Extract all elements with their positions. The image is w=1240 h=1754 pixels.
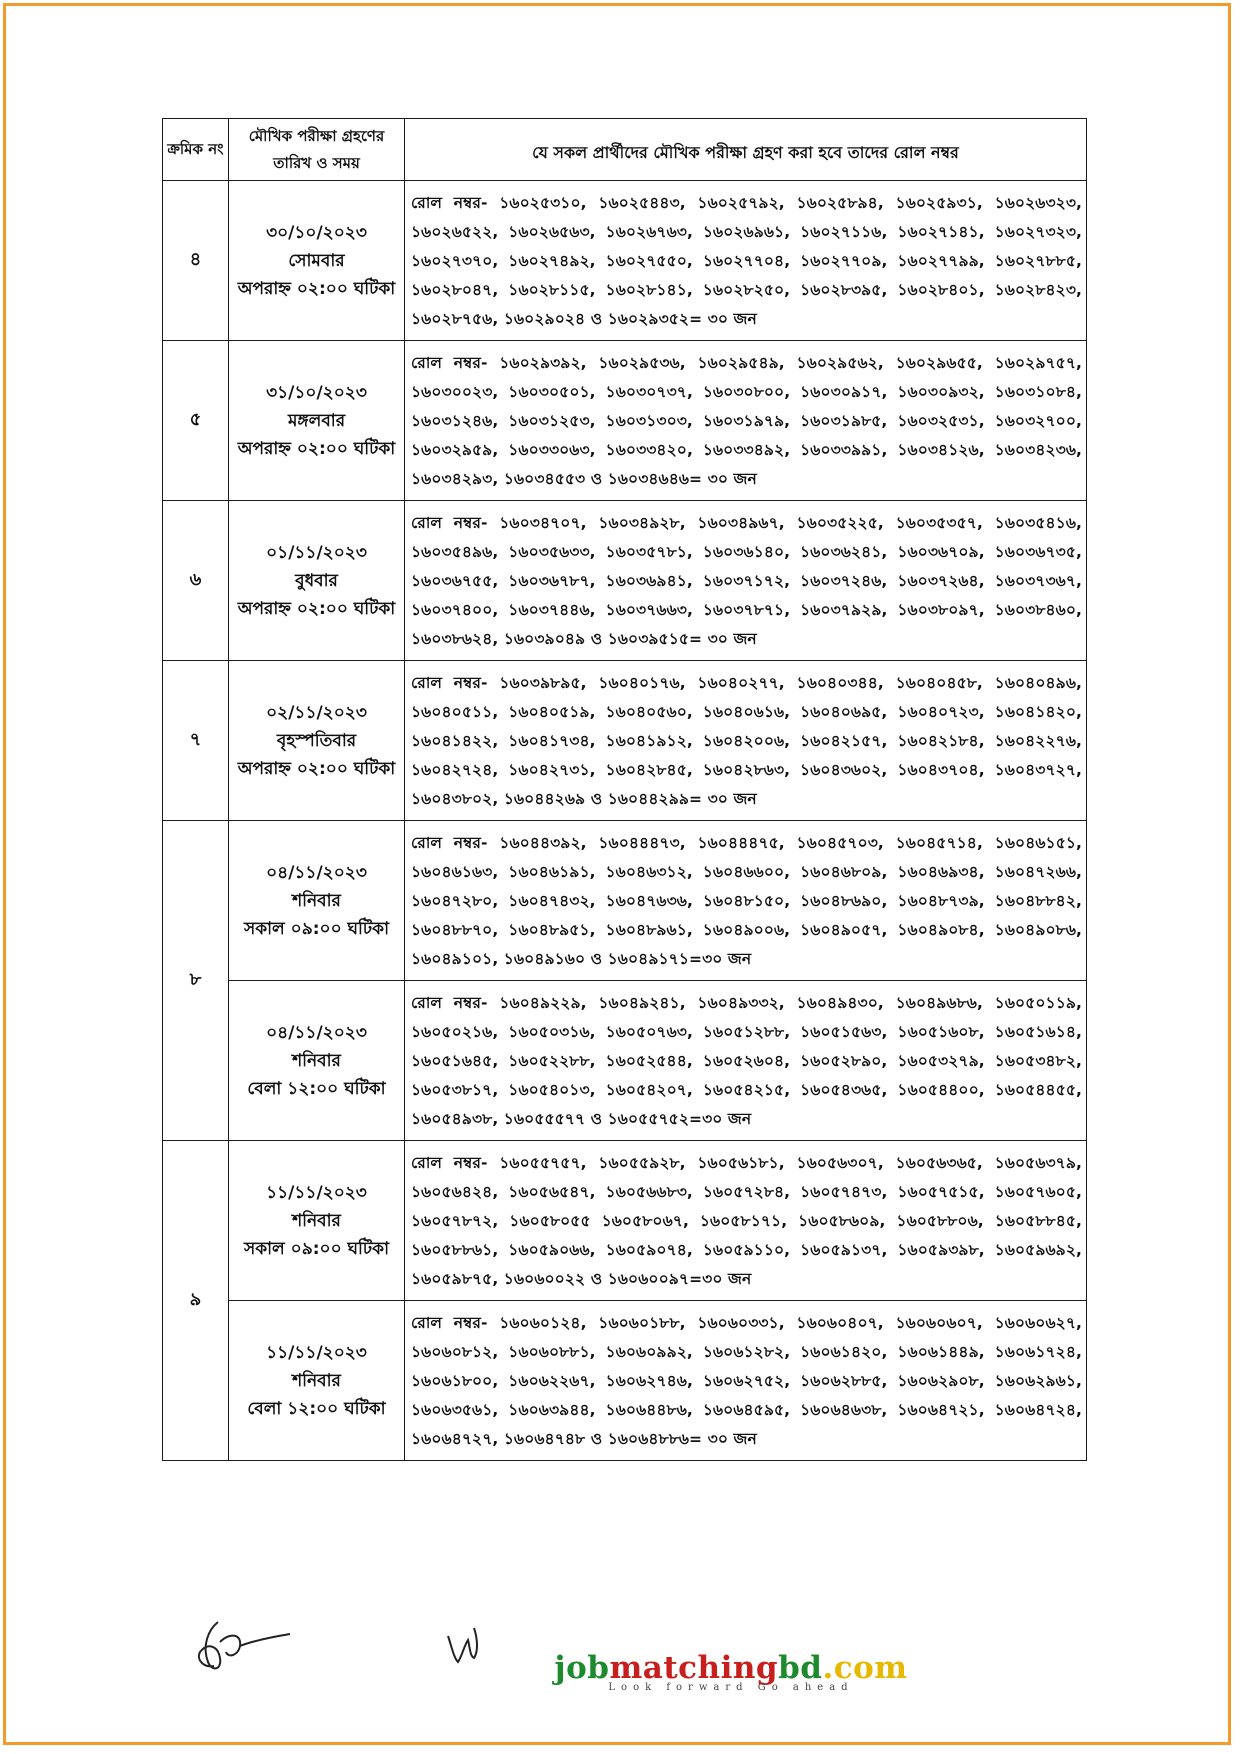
roll-numbers-list: রোল নম্বর- ১৬০৬০১২৪, ১৬০৬০১৮৮, ১৬০৬০৩৩১, ১৬০৬০৪০৭, ১৬০৬০৬০৭, ১৬০৬০৬২৭, ১৬০৬০৮১২, ১৬০৬০৮৮১, ১৬০৬০৯৯২, ১৬০৬১২৮২, ১৬০৬১৪২০, ১৬০৬১৪৪৯, ১৬০৬১৭২৪, ১৬০৬১৮০০, ১৬০৬২২৬৭, ১৬০৬২৭৪৬, ১৬০৬২৭৫২, ১৬০৬২৮৮৫, ১৬০৬২৯০৮, ১৬০৬২৯৬১, ১৬০৬৩৫৬১, ১৬০৬৩৯৪৪, ১৬০৬৪৪৮৬, ১৬০৬৪৫৯৫, ১৬০৬৪৬৩৮, ১৬০৬৪৭২১, ১৬০৬৪৭২৪, ১৬০৬৪৭২৭, ১৬০৬৪৭৪৮ ও ১৬০৬৪৮৮৬= ৩০ জন xyxy=(405,1301,1087,1461)
logo-part-matching: matching xyxy=(609,1650,779,1686)
session-date-time xyxy=(229,661,405,821)
session-date-time xyxy=(229,181,405,341)
session-day: শনিবার xyxy=(292,890,341,911)
session-date: ০৪/১১/২০২৩ xyxy=(266,1022,367,1043)
session-time: অপরাহ্ন ০২:০০ ঘটিকা xyxy=(237,758,396,779)
roll-numbers-list: রোল নম্বর- ১৬০৪৪৩৯২, ১৬০৪৪৪৭৩, ১৬০৪৪৪৭৫, ১৬০৪৫৭০৩, ১৬০৪৫৭১৪, ১৬০৪৬১৫১, ১৬০৪৬১৬৩, ১৬০৪৬১৯১, ১৬০৪৬৩১২, ১৬০৪৬৬০০, ১৬০৪৬৮০৯, ১৬০৪৬৯৩৪, ১৬০৪৭২৬৬, ১৬০৪৭২৮০, ১৬০৪৭৪৩২, ১৬০৪৭৬৩৬, ১৬০৪৮১৫০, ১৬০৪৮৬৯০, ১৬০৪৮৭৩৯, ১৬০৪৮৮৪২, ১৬০৪৮৮৭০, ১৬০৪৮৯৫১, ১৬০৪৮৯৬১, ১৬০৪৯০০৬, ১৬০৪৯০৫৭, ১৬০৪৯০৮৪, ১৬০৪৯০৮৬, ১৬০৪৯১০১, ১৬০৪৯১৬০ ও ১৬০৪৯১৭১=৩০ জন xyxy=(405,821,1087,981)
schedule-row xyxy=(163,181,1087,341)
session-date-time xyxy=(229,981,405,1141)
schedule-row xyxy=(163,341,1087,501)
schedule-row xyxy=(163,1301,1087,1461)
serial-number: ৬ xyxy=(163,501,229,661)
session-date: ৩০/১০/২০২৩ xyxy=(266,222,367,243)
session-day: শনিবার xyxy=(292,1050,341,1071)
website-logo xyxy=(546,1650,916,1700)
session-time: বেলা ১২:০০ ঘটিকা xyxy=(247,1078,386,1099)
roll-numbers-list: রোল নম্বর- ১৬০৩৯৮৯৫, ১৬০৪০১৭৬, ১৬০৪০২৭৭, ১৬০৪০৩৪৪, ১৬০৪০৪৫৮, ১৬০৪০৪৯৬, ১৬০৪০৫১১, ১৬০৪০৫১৯, ১৬০৪০৫৬০, ১৬০৪০৬১৬, ১৬০৪০৬৯৫, ১৬০৪০৭২৩, ১৬০৪১৪২০, ১৬০৪১৪২২, ১৬০৪১৭৩৪, ১৬০৪১৯১২, ১৬০৪২০০৬, ১৬০৪২১৫৭, ১৬০৪২১৮৪, ১৬০৪২২৭৬, ১৬০৪২৭২৪, ১৬০৪২৭৩১, ১৬০৪২৮৪৫, ১৬০৪২৮৬৩, ১৬০৪৩৬০২, ১৬০৪৩৭০৪, ১৬০৪৩৭২৭, ১৬০৪৩৮০২, ১৬০৪৪২৬৯ ও ১৬০৪৪২৯৯= ৩০ জন xyxy=(405,661,1087,821)
viva-schedule-table xyxy=(162,118,1087,1461)
schedule-row xyxy=(163,981,1087,1141)
schedule-row xyxy=(163,501,1087,661)
session-date: ০১/১১/২০২৩ xyxy=(266,542,367,563)
logo-part-com: .com xyxy=(822,1650,908,1686)
schedule-row xyxy=(163,821,1087,981)
session-day: সোমবার xyxy=(288,250,345,271)
signature-2 xyxy=(440,1618,490,1668)
roll-numbers-list: রোল নম্বর- ১৬০২৫৩১০, ১৬০২৫৪৪৩, ১৬০২৫৭৯২, ১৬০২৫৮৯৪, ১৬০২৫৯৩১, ১৬০২৬৩২৩, ১৬০২৬৫২২, ১৬০২৬৫৬৩, ১৬০২৬৭৬৩, ১৬০২৬৯৬১, ১৬০২৭১১৬, ১৬০২৭১৪১, ১৬০২৭৩২৩, ১৬০২৭৩৭০, ১৬০২৭৪৯২, ১৬০২৭৫৫০, ১৬০২৭৭০৪, ১৬০২৭৭০৯, ১৬০২৭৭৯৯, ১৬০২৭৮৮৫, ১৬০২৮০৪৭, ১৬০২৮১১৫, ১৬০২৮১৪১, ১৬০২৮২৫০, ১৬০২৮৩৯৫, ১৬০২৮৪০১, ১৬০২৮৪২৩, ১৬০২৮৭৫৬, ১৬০২৯০২৪ ও ১৬০২৯৩৫২= ৩০ জন xyxy=(405,181,1087,341)
serial-number: ৮ xyxy=(163,821,229,1141)
roll-numbers-list: রোল নম্বর- ১৬০২৯৩৯২, ১৬০২৯৫৩৬, ১৬০২৯৫৪৯, ১৬০২৯৫৬২, ১৬০২৯৬৫৫, ১৬০২৯৭৫৭, ১৬০৩০০২৩, ১৬০৩০৫০১, ১৬০৩০৭৩৭, ১৬০৩০৮০০, ১৬০৩০৯১৭, ১৬০৩০৯৩২, ১৬০৩১০৮৪, ১৬০৩১২৪৬, ১৬০৩১২৫৩, ১৬০৩১৩০৩, ১৬০৩১৯৭৯, ১৬০৩১৯৮৫, ১৬০৩২৫৩১, ১৬০৩২৭০০, ১৬০৩২৯৫৯, ১৬০৩৩০৬৩, ১৬০৩৩৪২০, ১৬০৩৩৪৯২, ১৬০৩৩৯৯১, ১৬০৩৪১২৬, ১৬০৩৪২৩৬, ১৬০৩৪২৯৩, ১৬০৩৪৫৫৩ ও ১৬০৩৪৬৪৬= ৩০ জন xyxy=(405,341,1087,501)
session-day: বুধবার xyxy=(295,570,338,591)
signature-1 xyxy=(190,1612,300,1682)
schedule-body xyxy=(163,181,1087,1461)
session-date: ১১/১১/২০২৩ xyxy=(266,1342,367,1363)
session-time: অপরাহ্ন ০২:০০ ঘটিকা xyxy=(237,438,396,459)
session-date-time xyxy=(229,501,405,661)
logo-part-job: job xyxy=(554,1650,610,1686)
roll-numbers-list: রোল নম্বর- ১৬০৩৪৭০৭, ১৬০৩৪৯২৮, ১৬০৩৪৯৬৭, ১৬০৩৫২২৫, ১৬০৩৫৩৫৭, ১৬০৩৫৪১৬, ১৬০৩৫৪৯৬, ১৬০৩৫৬৩৩, ১৬০৩৫৭৮১, ১৬০৩৬১৪০, ১৬০৩৬২৪১, ১৬০৩৬৭০৯, ১৬০৩৬৭৩৫, ১৬০৩৬৭৫৫, ১৬০৩৬৭৮৭, ১৬০৩৬৯৪১, ১৬০৩৭১৭২, ১৬০৩৭২৪৬, ১৬০৩৭২৬৪, ১৬০৩৭৩৬৭, ১৬০৩৭৪০০, ১৬০৩৭৪৪৬, ১৬০৩৭৬৬৩, ১৬০৩৭৮৭১, ১৬০৩৭৯২৯, ১৬০৩৮০৯৭, ১৬০৩৮৪৬০, ১৬০৩৮৬২৪, ১৬০৩৯০৪৯ ও ১৬০৩৯৫১৫= ৩০ জন xyxy=(405,501,1087,661)
roll-numbers-list: রোল নম্বর- ১৬০৪৯২২৯, ১৬০৪৯২৪১, ১৬০৪৯৩৩২, ১৬০৪৯৪৩০, ১৬০৪৯৬৮৬, ১৬০৫০১১৯, ১৬০৫০২১৬, ১৬০৫০৩১৬, ১৬০৫০৭৬৩, ১৬০৫১২৮৮, ১৬০৫১৫৬৩, ১৬০৫১৬০৮, ১৬০৫১৬১৪, ১৬০৫১৬৪৫, ১৬০৫২২৮৮, ১৬০৫২৫৪৪, ১৬০৫২৬০৪, ১৬০৫২৮৯০, ১৬০৫৩২৭৯, ১৬০৫৩৪৮২, ১৬০৫৩৮১৭, ১৬০৫৪০১৩, ১৬০৫৪২০৭, ১৬০৫৪২১৫, ১৬০৫৪৩৬৫, ১৬০৫৪৪০০, ১৬০৫৪৪৫৫, ১৬০৫৪৯৩৮, ১৬০৫৫৫৭৭ ও ১৬০৫৫৭৫২=৩০ জন xyxy=(405,981,1087,1141)
session-day: বৃহস্পতিবার xyxy=(276,730,357,751)
session-day: শনিবার xyxy=(292,1370,341,1391)
session-date-time xyxy=(229,821,405,981)
session-time: সকাল ০৯:০০ ঘটিকা xyxy=(244,918,389,939)
session-day: মঙ্গলবার xyxy=(287,410,346,431)
date-time-header: মৌখিক পরীক্ষা গ্রহণের তারিখ ও সময় xyxy=(229,119,405,181)
session-day: শনিবার xyxy=(292,1210,341,1231)
session-date-time xyxy=(229,341,405,501)
session-time: অপরাহ্ন ০২:০০ ঘটিকা xyxy=(237,598,396,619)
session-date: ০৪/১১/২০২৩ xyxy=(266,862,367,883)
schedule-row xyxy=(163,661,1087,821)
serial-number: ৯ xyxy=(163,1141,229,1461)
session-time: সকাল ০৯:০০ ঘটিকা xyxy=(244,1238,389,1259)
serial-number: ৭ xyxy=(163,661,229,821)
schedule-row xyxy=(163,1141,1087,1301)
session-time: বেলা ১২:০০ ঘটিকা xyxy=(247,1398,386,1419)
session-date: ০২/১১/২০২৩ xyxy=(266,702,367,723)
serial-number: ৫ xyxy=(163,341,229,501)
session-date-time xyxy=(229,1301,405,1461)
roll-numbers-list: রোল নম্বর- ১৬০৫৫৭৫৭, ১৬০৫৫৯২৮, ১৬০৫৬১৮১, ১৬০৫৬৩০৭, ১৬০৫৬৩৬৫, ১৬০৫৬৩৭৯, ১৬০৫৬৪২৪, ১৬০৫৬৫৪৭, ১৬০৫৬৬৮৩, ১৬০৫৭২৮৪, ১৬০৫৭৪৭৩, ১৬০৫৭৫১৫, ১৬০৫৭৬০৫, ১৬০৫৭৮৭২, ১৬০৫৮০৫৫ ১৬০৫৮০৬৭, ১৬০৫৮১৭১, ১৬০৫৮৬০৯, ১৬০৫৮৮০৬, ১৬০৫৮৮৪৫, ১৬০৫৮৮৬১, ১৬০৫৯০৬৬, ১৬০৫৯০৭৪, ১৬০৫৯১১০, ১৬০৫৯১৩৭, ১৬০৫৯৩৯৮, ১৬০৫৯৬৯২, ১৬০৫৯৮৭৫, ১৬০৬০০২২ ও ১৬০৬০০৯৭=৩০ জন xyxy=(405,1141,1087,1301)
session-date-time xyxy=(229,1141,405,1301)
session-date: ৩১/১০/২০২৩ xyxy=(266,382,367,403)
logo-part-bd: bd xyxy=(778,1650,823,1686)
serial-header: ক্রমিক নং xyxy=(163,119,229,181)
session-date: ১১/১১/২০২৩ xyxy=(266,1182,367,1203)
session-time: অপরাহ্ন ০২:০০ ঘটিকা xyxy=(237,278,396,299)
logo-tagline: Look forward Go ahead xyxy=(608,1682,854,1693)
roll-numbers-header: যে সকল প্রার্থীদের মৌখিক পরীক্ষা গ্রহণ করা হবে তাদের রোল নম্বর xyxy=(405,119,1087,181)
serial-number: ৪ xyxy=(163,181,229,341)
